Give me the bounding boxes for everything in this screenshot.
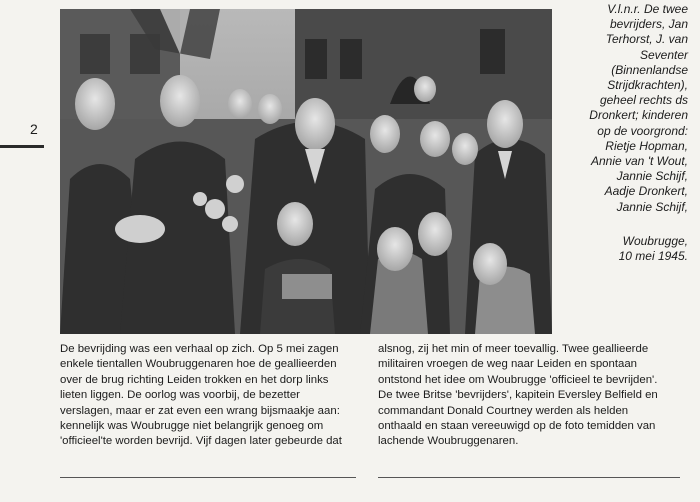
caption-line: V.l.n.r. De twee xyxy=(607,2,688,16)
body-line: commandant Donald Courtney werden als helden xyxy=(378,404,629,417)
body-line: ontstond het idee om Woubrugge 'officieel te bevrijden'. xyxy=(378,373,658,386)
body-line: lieten liggen. De oorlog was voorbij, de bezetter xyxy=(60,389,300,402)
caption-gap xyxy=(560,215,688,234)
body-line: De bevrijding was een verhaal op zich. Op 5 mei zagen xyxy=(60,343,339,355)
caption-line: (Binnenlandse xyxy=(611,62,688,77)
historic-photo xyxy=(60,9,552,334)
caption-line: Aadje Dronkert, xyxy=(604,184,688,199)
body-column-left xyxy=(60,342,360,450)
caption-place: Woubrugge, xyxy=(622,233,688,248)
caption-line: Strijdkrachten), xyxy=(607,78,688,93)
photo-caption xyxy=(560,2,688,264)
caption-line: Jannie Schijf, xyxy=(616,169,688,184)
page-number: 2 xyxy=(30,121,38,137)
caption-line: Rietje Hopman, xyxy=(605,138,688,153)
caption-line: Jannie Schijf, xyxy=(616,199,688,214)
caption-line: Terhorst, J. van xyxy=(605,32,688,47)
caption-date: 10 mei 1945. xyxy=(618,249,688,264)
caption-line: Annie van 't Wout, xyxy=(590,154,688,169)
body-line: 'officieel'te worden bevrijd. Vijf dagen later gebeurde dat xyxy=(60,435,342,448)
body-line: enkele tientallen Woubruggenaren hoe de geallieerden xyxy=(60,358,337,371)
body-line: over de brug richting Leiden trokken en het dorp links xyxy=(60,373,329,386)
body-line: militairen vroegen de weg naar Leiden en spontaan xyxy=(378,358,637,371)
body-line: onthaald en staan vereeuwigd op de foto temidden van xyxy=(378,420,656,433)
caption-line: op de voorgrond: xyxy=(597,123,688,138)
margin-rule xyxy=(0,145,44,148)
caption-line: bevrijders, Jan xyxy=(609,17,688,32)
caption-line: Dronkert; kinderen xyxy=(589,108,688,123)
photo-illustration xyxy=(60,9,552,334)
footer-rule-right xyxy=(378,477,680,478)
body-line: alsnog, zij het min of meer toevallig. Twee geallieerde xyxy=(378,343,649,355)
caption-line: geheel rechts ds xyxy=(599,93,688,108)
body-line: kennelijk was Woubrugge niet belangrijk genoeg om xyxy=(60,420,324,433)
body-line: lachende Woubruggenaren. xyxy=(378,435,519,448)
body-line: De twee Britse 'bevrijders', kapitein Eversley Belfield en xyxy=(378,389,658,402)
body-line: verslagen, maar er zat even een wrang bijsmaakje aan: xyxy=(60,404,340,417)
body-column-right xyxy=(378,342,682,450)
caption-line: Seventer xyxy=(639,47,688,62)
footer-rule-left xyxy=(60,477,356,478)
